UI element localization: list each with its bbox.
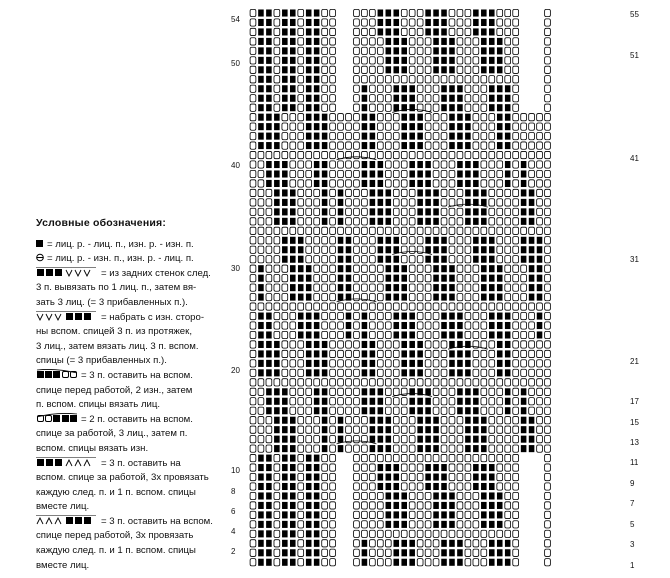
legend-entry-line: = набрать с изн. сторо- <box>36 311 224 326</box>
legend-entry-line: = 2 п. оставить на вспом. <box>36 413 224 428</box>
row-label-right: 31 <box>630 255 639 264</box>
row-label-left: 2 <box>231 547 236 556</box>
row-label-right: 55 <box>630 10 639 19</box>
legend-entry-line: спицы (= 3 прибавленных п.). <box>36 355 167 367</box>
legend-entry-line: = 3 п. оставить на вспом. <box>36 369 224 384</box>
row-label-right: 11 <box>630 458 639 467</box>
row-label-right: 9 <box>630 479 635 488</box>
legend-entry-line: каждую след. п. и 1 п. вспом. спицы <box>36 486 196 498</box>
legend-entry-line: зать 3 лиц. (= 3 прибавленных п.). <box>36 296 188 308</box>
row-label-left: 30 <box>231 264 240 273</box>
legend-entry-line: ны вспом. спицей 3 п. из протяжек, <box>36 326 193 338</box>
row-label-left: 54 <box>231 15 240 24</box>
legend-entry-line: = лиц. р. - изн. п., изн. р. - лиц. п. <box>36 252 224 267</box>
row-label-right: 17 <box>630 397 639 406</box>
row-label-right: 7 <box>630 499 635 508</box>
row-label-right: 5 <box>630 520 635 529</box>
row-label-right: 13 <box>630 438 639 447</box>
legend-entry-line: = лиц. р. - лиц. п., изн. р. - изн. п. <box>36 238 224 253</box>
legend-entry-line: каждую след. п. и 1 п. вспом. спицы <box>36 545 196 557</box>
row-label-right: 41 <box>630 154 639 163</box>
row-label-left: 4 <box>231 527 236 536</box>
legend-entry-line: = из задних стенок след. <box>36 267 224 282</box>
legend-entry-line: спице перед работой, 3х провязать <box>36 530 194 542</box>
row-label-left: 20 <box>231 366 240 375</box>
row-label-right: 51 <box>630 51 639 60</box>
legend-title: Условные обозначения: <box>36 217 167 229</box>
legend-entry-line: вспом. спицы вязать изн. <box>36 442 149 454</box>
row-label-right: 21 <box>630 357 639 366</box>
legend-entry-line: 3 п. вывязать по 1 лиц. п., затем вя- <box>36 282 197 294</box>
legend-entry-line: вместе лиц. <box>36 501 90 513</box>
row-label-left: 6 <box>231 507 236 516</box>
row-label-left: 10 <box>231 466 240 475</box>
legend-entry-line: вспом. спице за работой, 3х провязать <box>36 472 209 484</box>
row-label-left: 40 <box>231 161 240 170</box>
chart-grid <box>250 9 550 566</box>
row-label-right: 15 <box>630 418 639 427</box>
row-label-right: 3 <box>630 540 635 549</box>
row-label-right: 1 <box>630 561 635 570</box>
legend-entry-line: = 3 п. оставить на вспом. <box>36 515 224 530</box>
legend-entry-line: спице за работой, 3 лиц., затем п. <box>36 428 188 440</box>
legend-entry-line: = 3 п. оставить на <box>36 457 224 472</box>
legend-entry-line: 3 лиц., затем вязать лиц. 3 п. вспом. <box>36 340 199 352</box>
legend-entry-line: вместе лиц. <box>36 559 90 571</box>
legend-entry-line: п. вспом. спицы вязать лиц. <box>36 399 161 411</box>
row-label-left: 8 <box>231 487 236 496</box>
legend-entry-line: спице перед работой, 2 изн., затем <box>36 384 193 396</box>
row-label-left: 50 <box>231 59 240 68</box>
